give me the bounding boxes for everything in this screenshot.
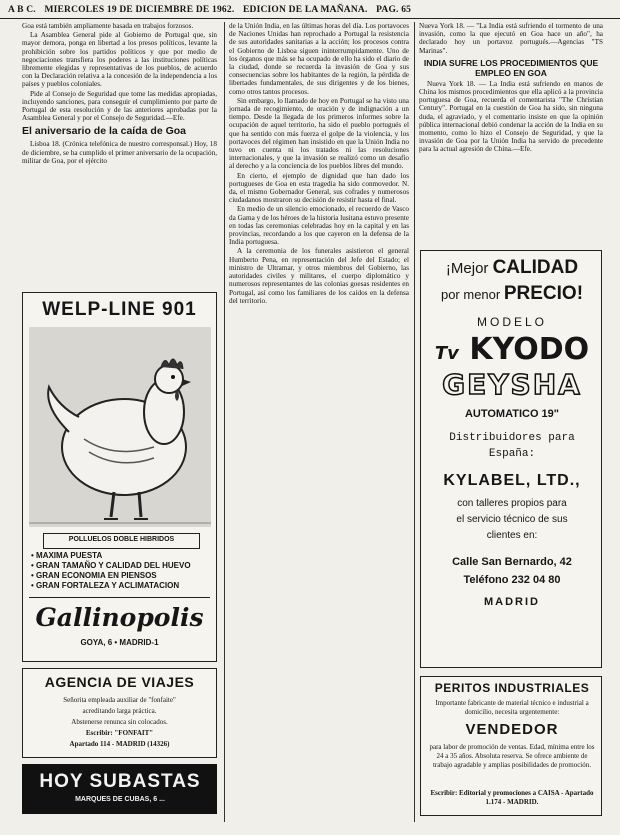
ad-company-name: Gallinopolis	[35, 603, 204, 632]
ad-kyodo-tv	[420, 250, 602, 668]
publication-name: A B C.	[8, 5, 36, 15]
paragraph: Lisboa 18. (Crónica telefónica de nuestro corresponsal.) Hoy, 18 de diciembre, se ha cumplido el primer aniversario de la ocupación, militar de Goa, por el ejército	[22, 140, 217, 165]
ad-city: MADRID	[484, 596, 540, 608]
ad-line: Señorita empleada auxiliar de "fonfaite"	[63, 696, 176, 704]
ad-welp-line	[22, 292, 217, 662]
ad-address: Calle San Bernardo, 42	[452, 556, 572, 568]
ad-model: AUTOMATICO 19"	[464, 408, 560, 420]
paragraph: Nueva York 18. — La India está sufriendo en manos de China los mismos procedimientos que ella aplicó a la provincia portuguesa de Goa, recuerda el comentarista "The Christian Century". Portugal en la cuestión de Goa ha sido, sin ninguna duda, el agraviado, y el comentario insiste en que la opinión pública internacional debió condenar la acción de la India en su momento, como lo hizo el Consejo de Seguridad, y que la invasión de Goa por la Unión India ha servido de precedente para la actual agresión de China.—Efe.	[419, 79, 603, 154]
list-item: • MAXIMA PUESTA	[31, 551, 103, 560]
ad-line: Apartado 114 - MADRID (14326)	[69, 740, 170, 748]
list-item: • GRAN TAMAÑO Y CALIDAD DEL HUEVO	[31, 561, 191, 570]
ad-brand-2: GEYSHA	[442, 368, 582, 401]
ad-title: PERITOS INDUSTRIALES	[434, 681, 590, 695]
ad-headline-1: ¡Mejor CALIDAD	[445, 257, 579, 278]
ad-agencia-viajes	[22, 668, 217, 758]
paragraph: En cierto, el ejemplo de dignidad que han dado los portugueses de Goa en esta tragedia ha sido conmovedor. N. da, el mismo Gobernador General, sus cofrades y numerosos ciudadanos mostraron su decisión de resistir hasta el final.	[229, 171, 409, 205]
ad-title: HOY SUBASTAS	[39, 771, 201, 792]
paragraph: Goa está también ampliamente basada en trabajos forzosos.	[22, 22, 194, 30]
ad-line: acreditando larga práctica.	[82, 707, 157, 715]
ad-modelo: MODELO	[476, 315, 547, 329]
paragraph: de la Unión India, en las últimas horas del día. Los portavoces de Naciones Unidas han reprochado a Portugal la resistencia de sus autoridades sanitarias a la acción; los procesos contra el Gobierno de Lisboa siguen ininterrumpidamente. Uno de los órganos que más se ha ocupado de ello ha sido el diario de la ciudad, donde se recuerda la invasión de Goa y sus consecuencias sobre los habitantes de la región, la pérdida de libertades fundamentales, de sus dirigentes y de los bienes, como otros tantos procesos.	[229, 22, 409, 96]
divider	[29, 597, 210, 598]
paragraph: La Asamblea General pide al Gobierno de Portugal que, sin mayor demora, ponga en libertad a los presos políticos, levante la prohibición sobre los partidos políticos y que por medio de negociaciones transfiera los poderes a las instituciones políticas libremente elegidas y representativas de los pueblos, de acuerdo con la Declaración relativa a la concesión de la independencia a los países y pueblos coloniales.	[22, 31, 217, 89]
ad-caption: POLLUELOS DOBLE HIBRIDOS	[43, 533, 200, 549]
ad-intro: Importante fabricante de material técnico e industrial a domicilio, necesita urgentemente:	[435, 699, 589, 716]
ad-line: Abstenerse renunca sin colocados.	[71, 718, 168, 726]
ad-hoy-subastas	[22, 764, 217, 814]
ad-text: Distribuidores para	[449, 432, 575, 444]
header-rule	[0, 18, 620, 19]
page-header	[0, 3, 620, 17]
ad-subtitle: MARQUES DE CUBAS, 6 ...	[75, 796, 165, 803]
paragraph: Nueva York 18. — "La India está sufriendo el tormento de una invasión, como la que ejecutó en Goa hace un año", ha declarado hoy un portavoz portugués.—Agencias "TS Marinas".	[419, 22, 603, 55]
ad-text: el servicio técnico de sus	[456, 514, 568, 525]
ad-body	[27, 695, 212, 750]
edition-label: EDICION DE LA MAÑANA.	[242, 5, 368, 15]
column-2-text	[229, 22, 409, 822]
column-1-text	[22, 22, 217, 260]
list-item: • GRAN ECONOMIA EN PIENSOS	[31, 571, 157, 580]
paragraph: A la ceremonia de los funerales asistieron el general Humberto Pena, en representación del Jefe del Estado; el ministro de Ultramar, y otros miembros del Gobierno, las autoridades civiles y militares, el cuerpo diplomático y numerosos representantes de las colonias goesas residentes en Portugal, así como los familiares de los caídos en la defensa del territorio.	[229, 247, 409, 305]
column-divider	[414, 22, 415, 822]
column-3-text	[419, 22, 603, 242]
ad-body: para labor de promoción de ventas. Edad, mínima entre los 24 a 35 años. Absoluta reserva. Se ofrece ambiente de trabajo agradable y amplias posibilidades de promoción.	[429, 743, 595, 769]
paragraph: Sin embargo, lo llamado de hoy en Portugal se ha visto una jornada de recogimiento, de oración y de indignación a un tiempo. Desde la llegada de los primeros informes sobre la ocupación de aquel territorio, ha sido el pueblo portugués el que ha sentido con más fuerza el golpe de la violencia, y los portavoces del régimen han insistido en que la Unión India no tuvo en cuenta ni los tratados ni las resoluciones internacionales, y que la invasión se realizó como un desafío al derecho y a la conciencia de los pueblos libres del mundo.	[229, 96, 409, 171]
ad-brand: Tv KYODO	[434, 332, 590, 367]
ad-text: clientes en:	[486, 530, 538, 541]
ad-headline-2: por menor PRECIO!	[440, 283, 584, 304]
ad-contact: Escribir: Editorial y promociones a CAISA - Apartado 1.174 - MADRID.	[430, 789, 594, 806]
hen-illustration-icon	[29, 327, 211, 527]
ad-line: Escribir: "FONFAIT"	[85, 729, 154, 737]
issue-date: MIERCOLES 19 DE DICIEMBRE DE 1962.	[44, 5, 235, 15]
ad-company-name: KYLABEL, LTD.,	[443, 472, 581, 489]
paragraph: Pide al Consejo de Seguridad que tome las medidas apropiadas, incluyendo sanciones, para conseguir el cumplimiento por parte de Portugal de esta resolución y de las anteriores aprobadas por la Asamblea General y por el Consejo de Seguridad.—Efe.	[22, 89, 217, 123]
ad-phone: Teléfono 232 04 80	[463, 574, 561, 586]
ad-text: con talleres propios para	[457, 498, 567, 509]
page-number: PAG. 65	[376, 5, 412, 15]
column-divider	[224, 22, 225, 822]
list-item: • GRAN FORTALEZA Y ACLIMATACION	[31, 581, 180, 590]
headline-goa-anniversary: El aniversario de la caída de Goa	[22, 125, 186, 138]
ad-peritos-industriales	[420, 676, 602, 816]
ad-title: AGENCIA DE VIAJES	[44, 674, 195, 690]
headline-india: INDIA SUFRE LOS PROCEDIMIENTOS QUE EMPLEO EN GOA	[423, 57, 599, 78]
ad-text: España:	[488, 448, 536, 460]
ad-brand: WELP-LINE 901	[42, 299, 197, 320]
ad-role: VENDEDOR	[465, 721, 559, 738]
ad-address: GOYA, 6 • MADRID-1	[80, 638, 159, 647]
paragraph: En medio de un silencio emocionado, el recuerdo de Vasco da Gama y de los héroes de la historia lusitana estuvo presente en todas las ceremonias celebradas hoy en la capital y en las provincias, recordando a los que cayeron en la defensa de la India portuguesa.	[229, 205, 409, 247]
ad-benefits-list	[31, 551, 212, 591]
